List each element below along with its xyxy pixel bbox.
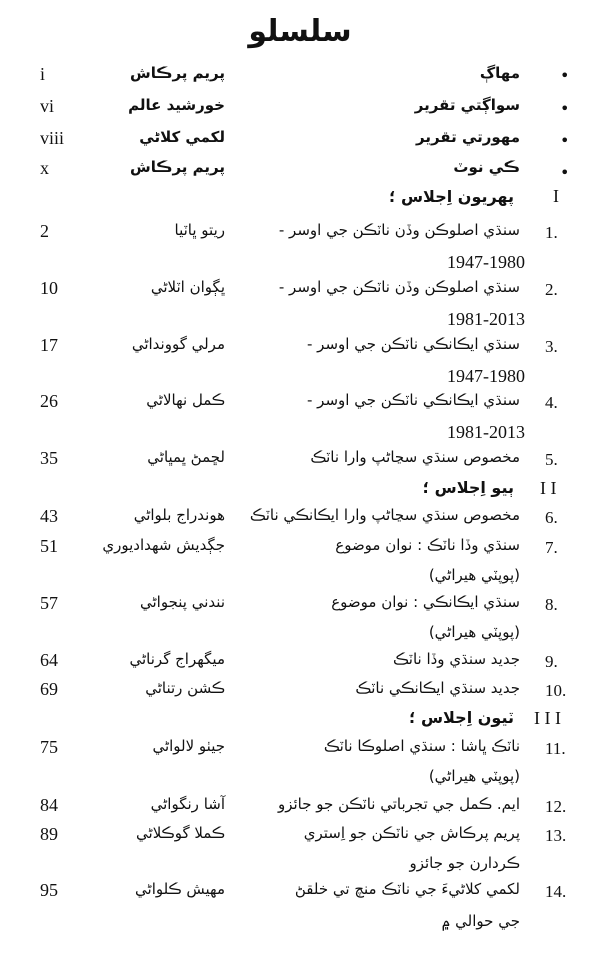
entry-title: جديد سنڌي وڏا ناٽڪ: [392, 650, 520, 668]
entry-author: ميگهراج گرناڻي: [129, 650, 225, 668]
entry-title: ناٽڪ ڀاشا : سنڌي اصلوڪا ناٽڪ: [323, 737, 520, 755]
entry-title: سنڌي اصلوڪن وڏن ناٽڪن جي اوسر -: [278, 278, 520, 296]
entry-title: مهورتي تقرير: [416, 128, 520, 146]
section-title: ٻيو اِجلاس ؛: [422, 478, 514, 497]
entry-subtitle: (پوپٽي هيراڻي): [428, 767, 520, 785]
section-numeral: I I I: [534, 708, 561, 728]
entry-title: سواڳتي تقرير: [414, 96, 520, 114]
entry-page: x: [40, 158, 49, 178]
entry-title: ايم. ڪمل جي تجرباتي ناٽڪن جو جائزو: [277, 795, 520, 813]
entry-author: جيٺو لالواڻي: [152, 737, 225, 755]
entry-author: ڀڳوان اٽلاڻي: [150, 278, 225, 296]
entry-title: سنڌي وڏا ناٽڪ : نوان موضوع: [335, 536, 520, 554]
entry-author: ريتو ڀاٽيا: [174, 221, 225, 239]
entry-page: 57: [40, 593, 58, 613]
entry-title: ڪي نوٽ: [453, 158, 520, 176]
entry-author: آشا رنگواڻي: [150, 795, 225, 813]
entry-page: 35: [40, 448, 58, 468]
entry-title: جديد سنڌي ايڪانڪي ناٽڪ: [355, 679, 520, 697]
entry-title: مهاڳ: [479, 64, 520, 82]
entry-author: خورشيد عالم: [128, 96, 225, 114]
entry-page: 64: [40, 650, 58, 670]
entry-page: 10: [40, 278, 58, 298]
entry-page: 17: [40, 335, 58, 355]
entry-number: 13.: [545, 826, 567, 845]
entry-title: سنڌي اصلوڪن وڏن ناٽڪن جي اوسر -: [278, 221, 520, 239]
entry-number: 10.: [545, 681, 567, 700]
entry-author: مرلي گوونداڻي: [131, 335, 225, 353]
entry-page: 69: [40, 679, 58, 699]
entry-author: هوندراج بلواڻي: [133, 506, 225, 524]
entry-page: 2: [40, 221, 49, 241]
entry-author: لڇمڻ ڀمڀاڻي: [147, 448, 225, 466]
entry-page: 75: [40, 737, 58, 757]
entry-page: 43: [40, 506, 58, 526]
entry-number: 9.: [545, 652, 558, 671]
entry-number: 7.: [545, 538, 558, 557]
entry-page: vi: [40, 96, 55, 116]
entry-title: سنڌي ايڪانڪي : نوان موضوع: [331, 593, 520, 611]
entry-number: 4.: [545, 393, 558, 412]
entry-title: پريم پرڪاش جي ناٽڪن جو اِستري: [303, 824, 520, 842]
entry-page: i: [40, 64, 46, 84]
entry-years: 1947-1980: [447, 366, 525, 386]
page-title: سلسلو: [248, 14, 352, 49]
entry-subtitle: ڪردارن جو جائزو: [409, 854, 520, 872]
entry-page: viii: [40, 128, 65, 148]
entry-number: 3.: [545, 337, 558, 356]
bullet: •: [560, 66, 570, 85]
entry-title: مخصوص سنڌي سڃاڻپ وارا ناٽڪ: [310, 448, 520, 466]
entry-number: 11.: [545, 739, 566, 758]
section-title: ٽيون اِجلاس ؛: [408, 708, 514, 727]
entry-number: 2.: [545, 280, 558, 299]
entry-author: ڪمل نهالاڻي: [146, 391, 225, 409]
entry-number: 5.: [545, 450, 558, 469]
entry-title: سنڌي ايڪانڪي ناٽڪن جي اوسر -: [307, 335, 520, 353]
entry-number: 8.: [545, 595, 558, 614]
entry-number: 12.: [545, 797, 567, 816]
section-title: پهريون اِجلاس ؛: [389, 187, 514, 206]
section-numeral: I I: [540, 478, 557, 498]
entry-page: 26: [40, 391, 58, 411]
bullet: •: [560, 99, 570, 118]
entry-years: 1981-2013: [447, 422, 525, 442]
entry-author: جڳديش شهداديوري: [102, 536, 225, 554]
entry-number: 6.: [545, 508, 558, 527]
entry-number: 1.: [545, 223, 558, 242]
entry-subtitle: (پوپٽي هيراڻي): [428, 623, 520, 641]
entry-author: لکمي کلاڻي: [139, 128, 225, 146]
entry-number: 14.: [545, 882, 567, 901]
entry-subtitle: جي حوالي ۾: [441, 912, 520, 930]
entry-years: 1947-1980: [447, 252, 525, 272]
entry-page: 95: [40, 880, 58, 900]
entry-author: نندني پنجواڻي: [140, 593, 225, 611]
entry-title: مخصوص سنڌي سڃاڻپ وارا ايڪانڪي ناٽڪ: [249, 506, 520, 524]
section-numeral: I: [553, 186, 559, 206]
entry-author: پريم پرڪاش: [130, 64, 225, 82]
entry-years: 1981-2013: [447, 309, 525, 329]
bullet: •: [560, 163, 570, 182]
entry-title: لکمي کلاڻيءَ جي ناٽڪ منچ تي خلقڻ: [294, 880, 520, 898]
entry-page: 84: [40, 795, 58, 815]
entry-page: 89: [40, 824, 58, 844]
entry-author: ڪملا گوڪلاڻي: [136, 824, 225, 842]
entry-author: ڪشن رتناڻي: [145, 679, 225, 697]
entry-author: پريم پرڪاش: [130, 158, 225, 176]
entry-author: مهيش ڪلواڻي: [135, 880, 225, 898]
entry-title: سنڌي ايڪانڪي ناٽڪن جي اوسر -: [307, 391, 520, 409]
bullet: •: [560, 131, 570, 150]
entry-page: 51: [40, 536, 58, 556]
entry-subtitle: (پوپٽي هيراڻي): [428, 566, 520, 584]
